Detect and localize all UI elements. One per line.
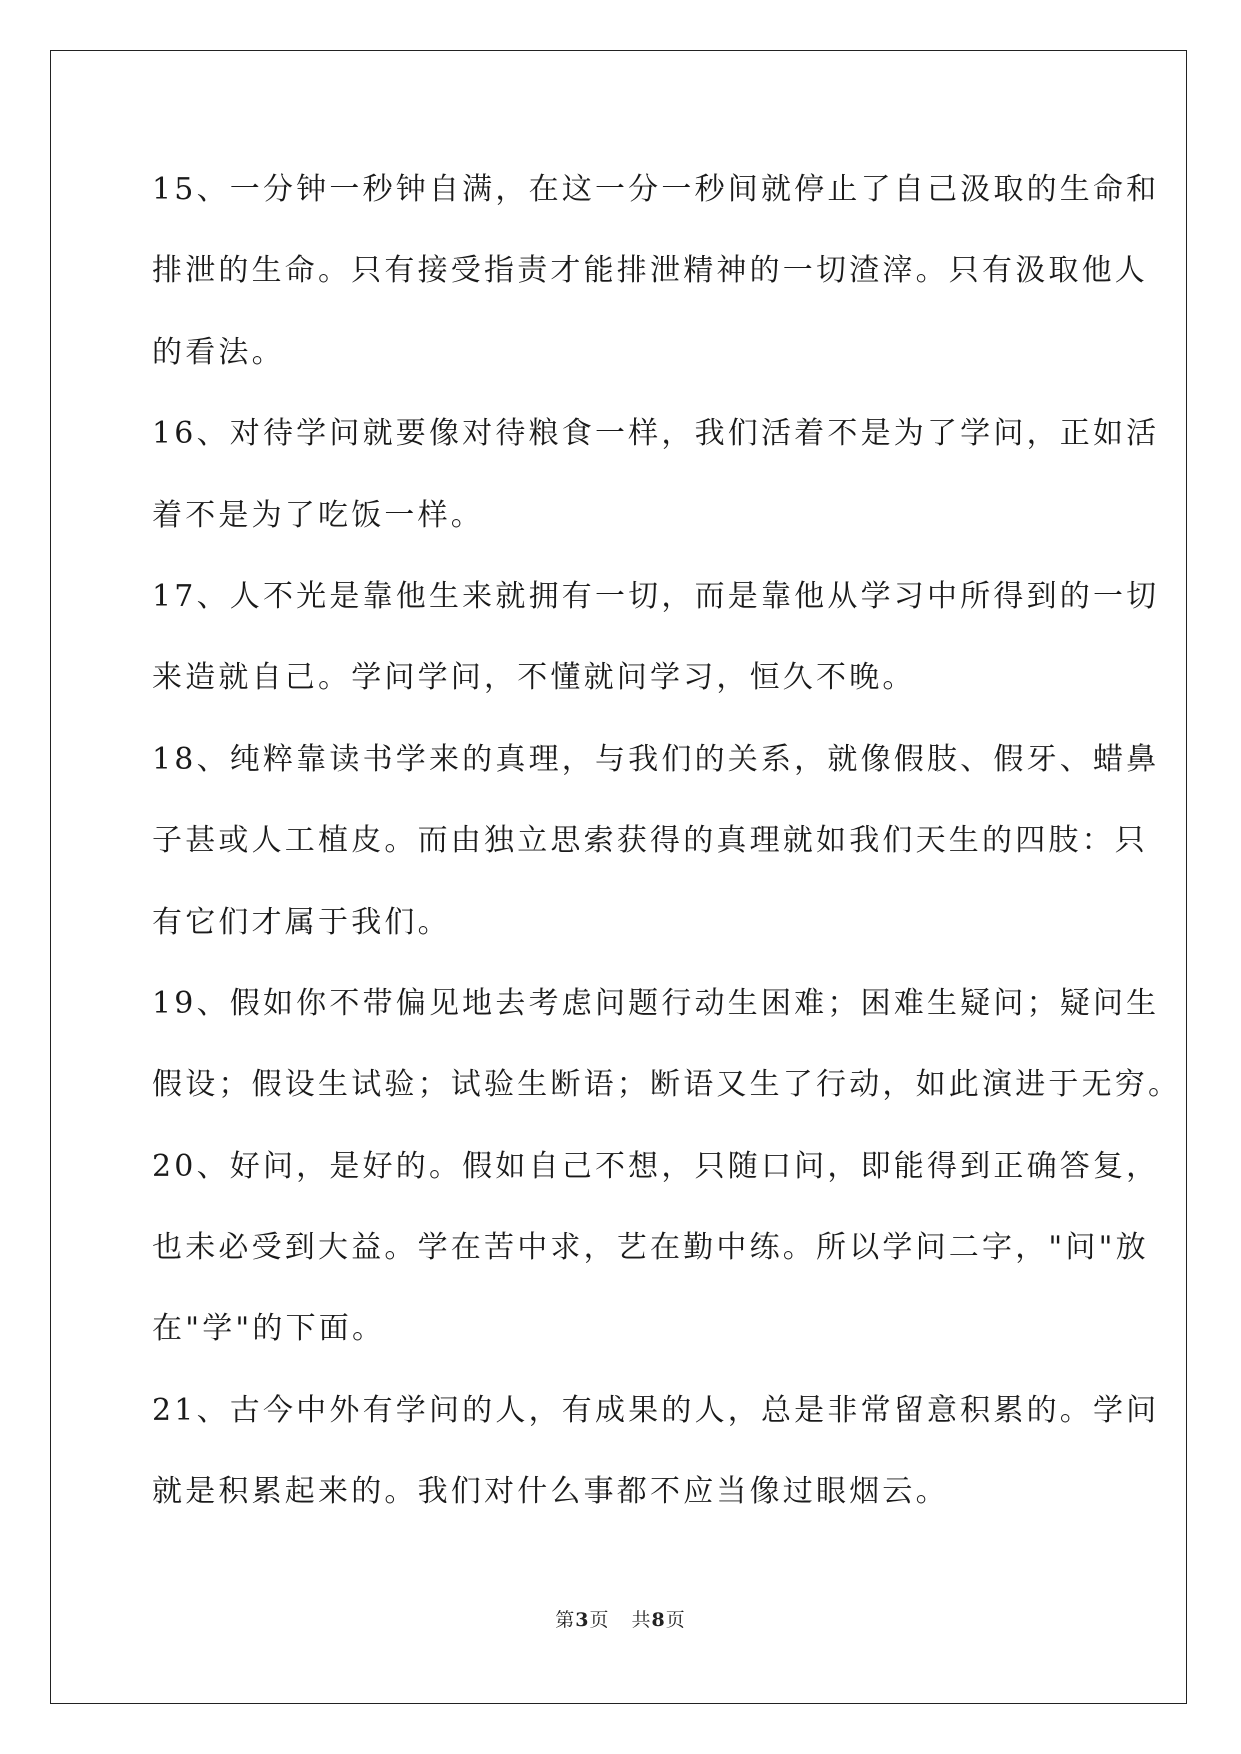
document-body [152,158,1182,1542]
text-line: 18、纯粹靠读书学来的真理，与我们的关系，就像假肢、假牙、蜡鼻 [152,741,1160,777]
text-line: 也未必受到大益。学在苦中求，艺在勤中练。所以学问二字，"问"放 [152,1230,1149,1266]
text-line: 子甚或人工植皮。而由独立思索获得的真理就如我们天生的四肢：只 [152,823,1148,859]
total-unit: 页 [665,1609,686,1631]
text-line: 15、一分钟一秒钟自满，在这一分一秒间就停止了自己汲取的生命和 [152,172,1160,207]
text-line: 有它们才属于我们。 [152,904,451,940]
text-line: 20、好问，是好的。假如自己不想，只随口问，即能得到正确答复， [152,1148,1160,1184]
text-line: 21、古今中外有学问的人，有成果的人，总是非常留意积累的。学问 [152,1392,1160,1428]
text-line: 假设；假设生试验；试验生断语；断语又生了行动，如此演进于无穷。 [152,1067,1182,1103]
text-line: 17、人不光是靠他生来就拥有一切，而是靠他从学习中所得到的一切 [152,578,1160,614]
page-prefix: 第 [555,1609,576,1631]
text-line: 在"学"的下面。 [152,1311,386,1347]
page-unit: 页 [589,1609,610,1631]
total-pages: 8 [651,1609,666,1631]
total-prefix: 共 [631,1609,652,1631]
text-line: 19、假如你不带偏见地去考虑问题行动生困难；困难生疑问；疑问生 [152,985,1160,1021]
text-line: 的看法。 [152,334,285,370]
page-footer [0,1605,1241,1632]
text-line: 着不是为了吃饭一样。 [152,497,484,533]
text-line: 16、对待学问就要像对待粮食一样，我们活着不是为了学问，正如活 [152,416,1160,452]
page-number: 3 [575,1609,590,1631]
text-line: 排泄的生命。只有接受指责才能排泄精神的一切渣滓。只有汲取他人 [152,253,1148,289]
text-line: 来造就自己。学问学问，不懂就问学习，恒久不晚。 [152,660,916,696]
text-line: 就是积累起来的。我们对什么事都不应当像过眼烟云。 [152,1474,949,1510]
